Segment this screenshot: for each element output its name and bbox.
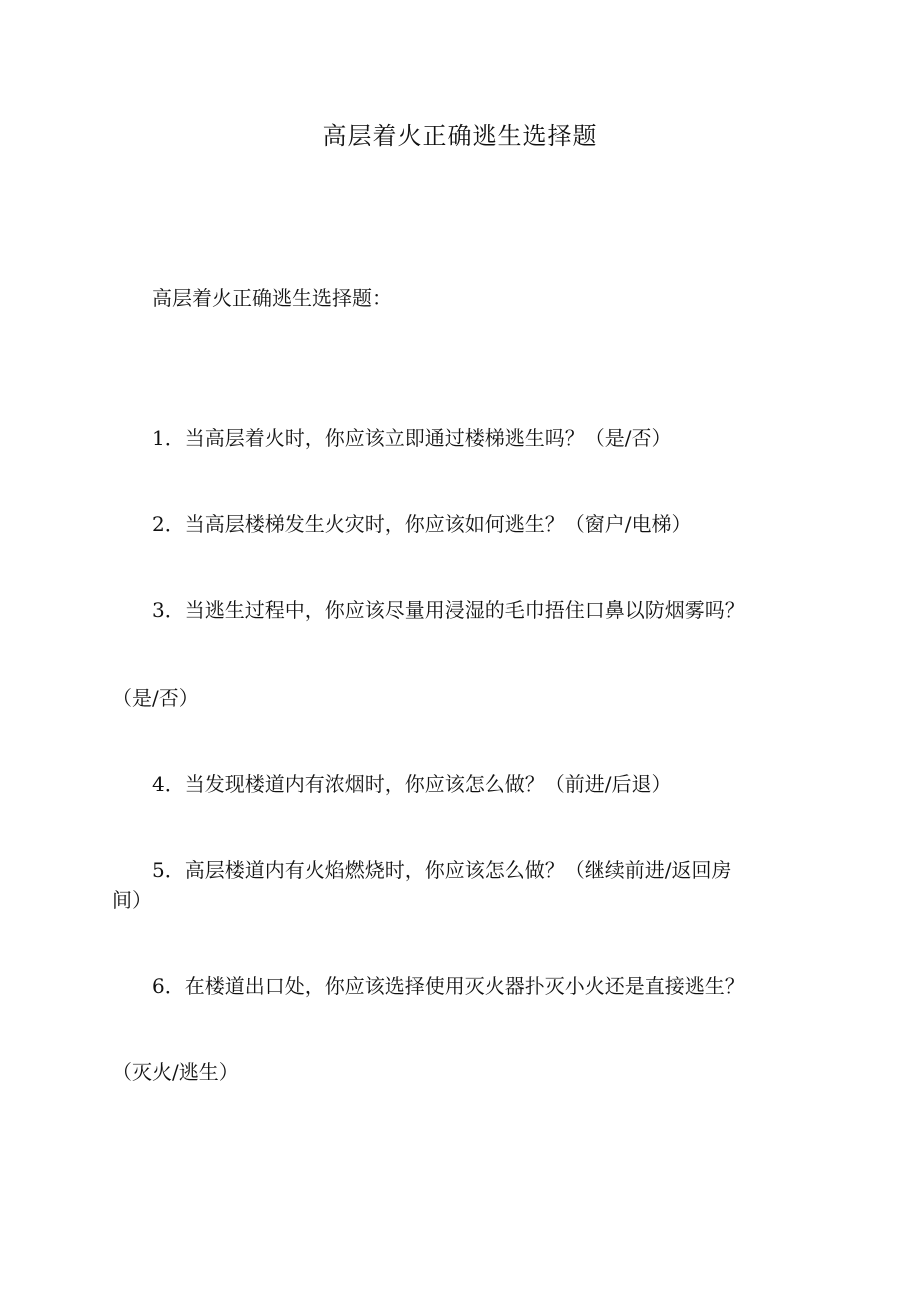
page-title: 高层着火正确逃生选择题 [322, 122, 598, 150]
question-2: 2．当高层楼梯发生火灾时，你应该如何逃生？（窗户/电梯） [152, 512, 692, 536]
question-3: 3．当逃生过程中，你应该尽量用浸湿的毛巾捂住口鼻以防烟雾吗？ [152, 598, 745, 622]
question-6-options: （灭火/逃生） [112, 1060, 239, 1084]
question-1: 1．当高层着火时，你应该立即通过楼梯逃生吗？（是/否） [152, 426, 672, 450]
intro-text: 高层着火正确逃生选择题： [152, 286, 392, 310]
question-3-options: （是/否） [112, 686, 199, 710]
question-4: 4．当发现楼道内有浓烟时，你应该怎么做？（前进/后退） [152, 772, 672, 796]
question-5-continuation: 间） [112, 888, 152, 912]
question-6: 6．在楼道出口处，你应该选择使用灭火器扑灭小火还是直接逃生？ [152, 974, 745, 998]
question-5: 5．高层楼道内有火焰燃烧时，你应该怎么做？（继续前进/返回房 [152, 858, 732, 882]
